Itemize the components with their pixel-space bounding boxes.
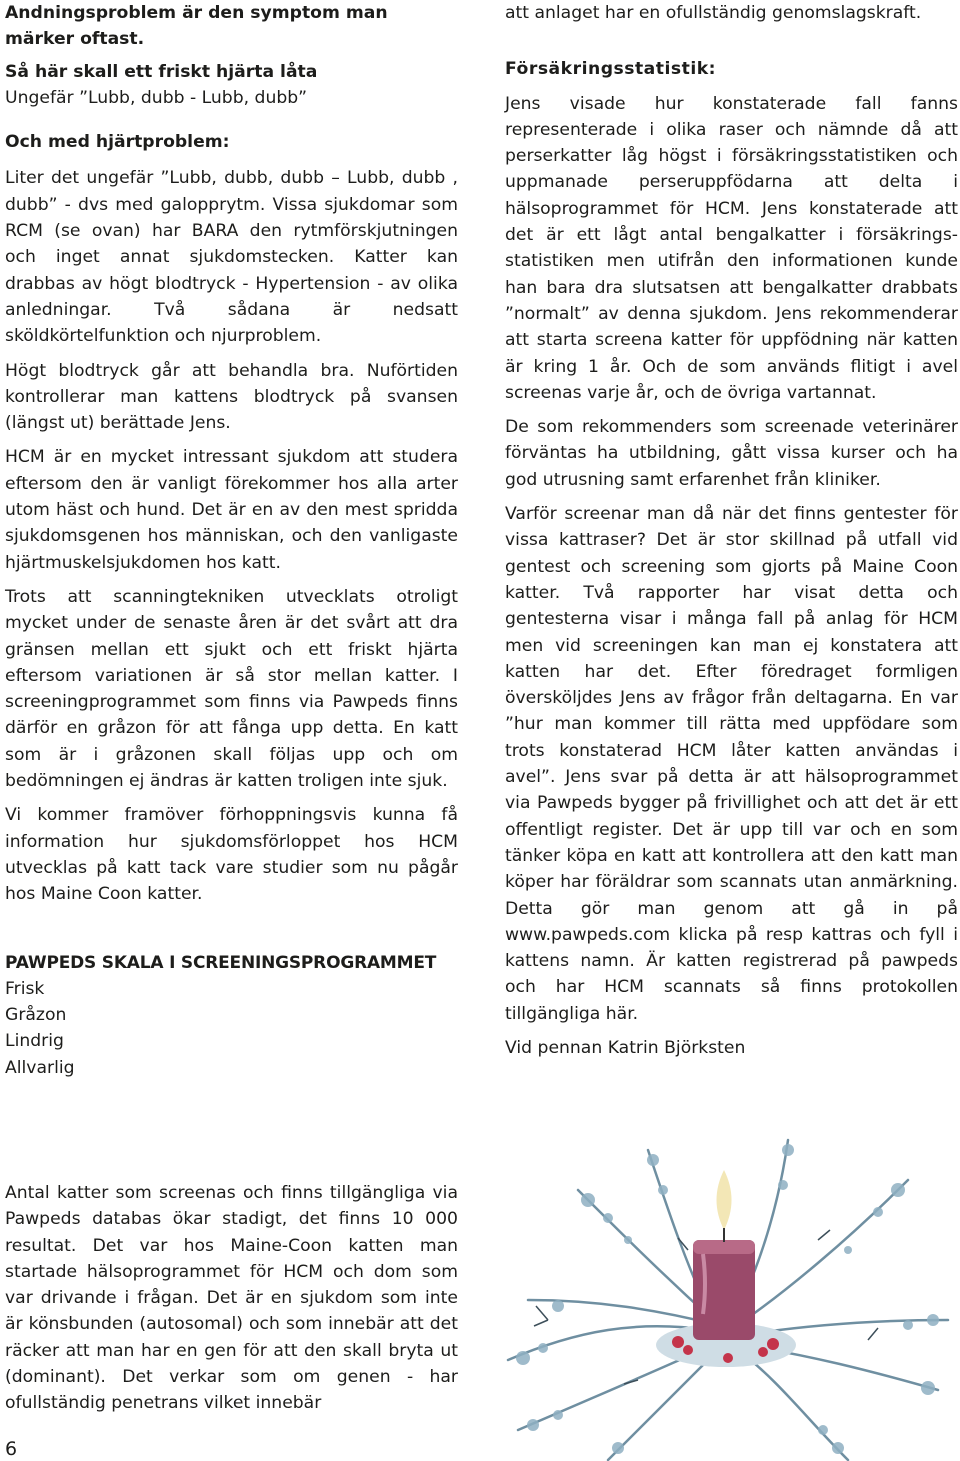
scale-heading: PAWPEDS SKALA I SCREENINGSPROGRAMMET (5, 952, 437, 973)
candle-illustration-icon (488, 1130, 960, 1461)
right-column (505, 0, 958, 1061)
scale-item: Allvarlig (5, 1057, 75, 1078)
heading-insurance: Försäkringsstatistik: (505, 59, 717, 80)
paragraph-future: Vi kommer framöver förhoppningsvis kunna få information hur sjukdomsförloppet hos HCM utvecklas på katt tack vare studier som nu pågår hos Maine Coon katter. (5, 805, 458, 905)
paragraph-scanning: Trots att scanningtekniken utvecklats otroligt mycket under de senaste åren är det svårt att dra gränsen mellan ett sjukt och ett friskt hjärta eftersom variationen är så stor mellan katter. I screeningprogrammet som finns via Pawpeds finns därför en gråzon för att fånga upp detta. En katt som är i gråzonen skall följas upp och om bedömningen ej ändras är katten troligen inte sjuk. (5, 586, 458, 792)
heading-heart-problems: Och med hjärtproblem: (5, 132, 230, 153)
paragraph-veterinarians: De som rekommenders som screenade veterinärer förväntas ha utbildning, gått vissa kurser och ha god utrusning samt erfarenhet från kliniker. (505, 417, 958, 490)
paragraph-pawpeds-database: Antal katter som screenas och finns tillgängliga via Pawpeds databas ökar stadigt, det finns 10 000 resultat. Det var hos Maine-Coon katten man startade hälsoprogrammet för HCM och dom som var drivande i frågan. Det är en sjukdom som inte är könsbunden (autosomal) och som innebär att det räcker att man har en gen för att den skall bryta ut (dominant). Det verkar som om genen - har ofullständig penetrans vilket innebär (5, 1183, 458, 1414)
left-column (5, 0, 458, 1081)
paragraph-hcm: HCM är en mycket intressant sjukdom att studera eftersom den är vanligt förekommer hos alla arter utom häst och hund. Det är en av den mest spridda sjukdomsgenen hos människan, och den vanligaste hjärtmuskelsjukdomen hos katt. (5, 447, 458, 573)
healthy-heart-sound: Ungefär ”Lubb, dubb - Lubb, dubb” (5, 87, 308, 108)
paragraph-gallop: Liter det ungefär ”Lubb, dubb, dubb – Lubb, dubb , dubb” - dvs med galopprytm. Vissa sjukdomar som RCM (se ovan) har BARA den rytmförskjutningen och inget annat sjukdomstecken. Katter kan drabbas av högt blodtryck - Hypertension - av olika anledningar. Två sådana är nedsatt sköldkörtelfunktion och njurproblem. (5, 168, 458, 347)
scale-item: Lindrig (5, 1031, 64, 1052)
signature: Vid pennan Katrin Björksten (505, 1037, 746, 1058)
paragraph-insurance: Jens visade hur konstaterade fall fanns representerade i olika raser och nämnde då att perserkatter låg högst i försäkringsstatistiken och uppmanade perseruppfödarna att delta i hälsoprogrammet för HCM. Jens konstaterade att det är ett lågt antal bengalkatter i försäkrings-statistiken men utifrån den informationen kunde han bara dra slutsatsen att bengalkatter drabbats ”normalt” av denna sjukdom. Jens rekommenderar att starta screena katter för uppfödning när katten är kring 1 år. Och de som används flitigt i avel screenas varje år, och de övriga vartannat. (505, 93, 958, 403)
scale-item: Gråzon (5, 1005, 67, 1026)
heading-breathing: Andningsproblem är den symptom man märker oftast. (5, 3, 388, 50)
scale-item: Frisk (5, 978, 45, 999)
page-number: 6 (5, 1438, 18, 1460)
scale-list (5, 976, 458, 1081)
heading-healthy-heart: Så här skall ett friskt hjärta låta (5, 61, 318, 82)
paragraph-gene-tests: Varför screenar man då när det finns gentester för vissa kattraser? Det är stor skillnad på utfall vid gentest och screening som gjorts på Maine Coon katter. Två rapporter har visat detta och gentesterna visar i många fall på anlag för HCM men vid screeningen kan man ej konstatera att katten har det. Efter föredraget formligen översköljdes Jens av frågor från deltagarna. En var ”hur man kommer till rätta med uppfödare som trots konstaterad HCM låter katten användas i avel”. Jens svar på detta är att hälsoprogrammet via Pawpeds bygger på frivillighet och att det är ett offentligt register. Det är upp till var och en som tänker köpa en katt att kontrollera att den katt man köper har föräldrar som scannats utan anmärkning. Detta gör man genom att gå in på www.pawpeds.com klicka på resp kattras och fyll i kattens namn. Är katten registrerad på pawpeds och har HCM scannats så finns protokollen tillgängliga här. (505, 504, 958, 1024)
paragraph-blood-pressure: Högt blodtryck går att behandla bra. Nuförtiden kontrollerar man kattens blodtryck på svansen (längst ut) berättade Jens. (5, 360, 458, 434)
paragraph-continuation: att anlaget har en ofullständig genomslagskraft. (505, 3, 922, 23)
